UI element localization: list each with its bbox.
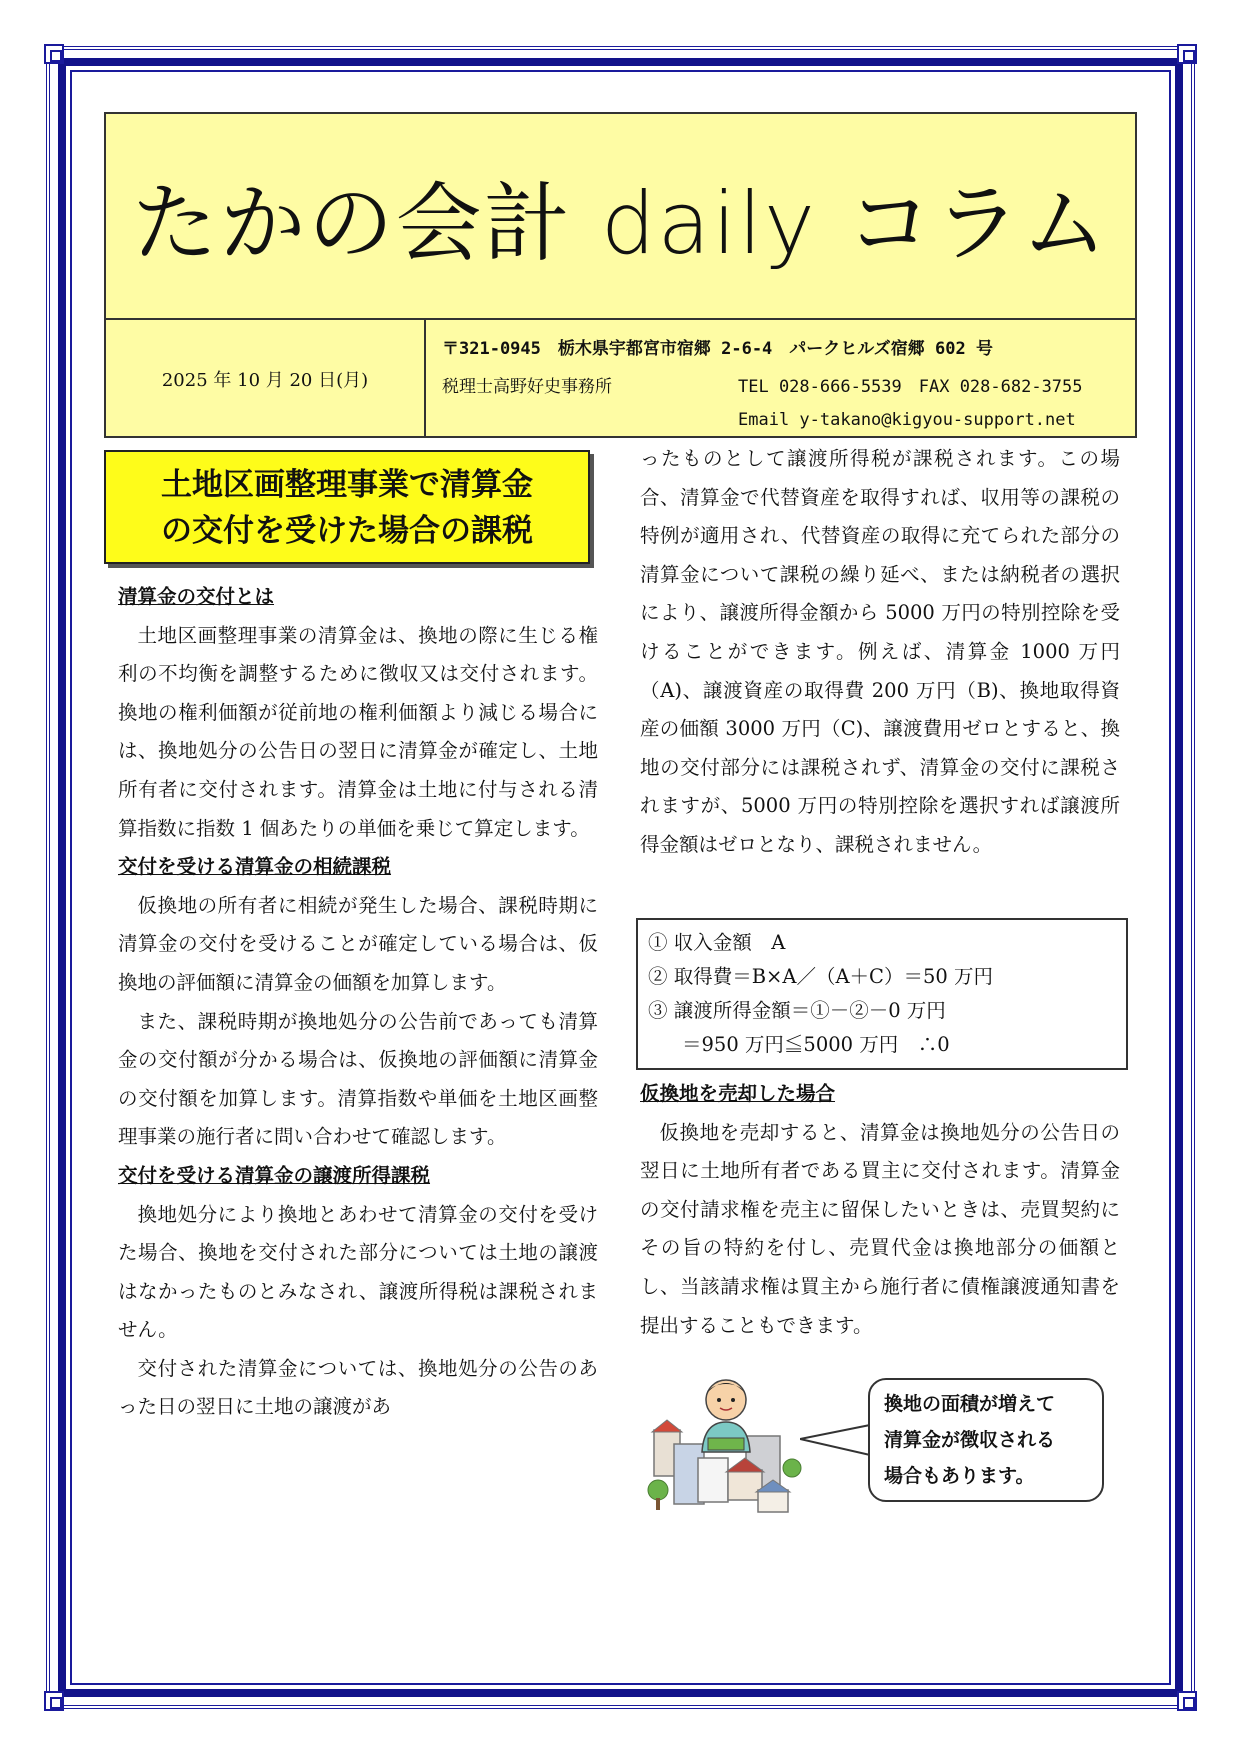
section-heading: 仮換地を売却した場合 <box>640 1082 836 1105</box>
calc-line: ③ 譲渡所得金額＝①－②－0 万円 <box>648 999 946 1022</box>
speech-bubble-tail <box>800 1415 872 1465</box>
right-column-lower <box>640 1075 1120 1345</box>
headline-line: の交付を受けた場合の課税 <box>161 513 533 549</box>
corner-ornament <box>44 44 64 64</box>
calc-line: ① 収入金額 A <box>648 931 786 954</box>
section-heading: 清算金の交付とは <box>118 585 275 608</box>
office-address: 〒321-0945 栃木県宇都宮市宿郷 2-6-4 パークヒルズ宿郷 602 号 <box>442 339 993 359</box>
office-info <box>426 320 1137 438</box>
paragraph: 土地区画整理事業の清算金は、換地の際に生じる権利の不均衡を調整するために徴収又は交付されます。換地の権利価額が従前地の権利価額より減じる場合には、換地処分の公告日の翌日に清算金が確定し、土地所有者に交付されます。清算金は土地に付与される清算指数に指数 1 個あたりの単価を乗じて算定します。 <box>118 623 598 840</box>
section-heading: 交付を受ける清算金の譲渡所得課税 <box>118 1163 431 1187</box>
paragraph: 仮換地の所有者に相続が発生した場合、課税時期に清算金の交付を受けることが確定している場合は、仮換地の評価額に清算金の価額を加算します。 <box>118 893 598 994</box>
office-name: 税理士高野好史事務所 <box>442 377 612 397</box>
corner-ornament <box>1177 1691 1197 1711</box>
left-column <box>118 578 598 1427</box>
corner-ornament <box>44 1691 64 1711</box>
issue-date: 2025 年 10 月 20 日(月) <box>106 320 426 438</box>
paragraph: 換地処分により換地とあわせて清算金の交付を受けた場合、換地を交付された部分については土地の譲渡はなかったものとみなされ、譲渡所得税は課税されません。 <box>118 1202 598 1342</box>
paragraph: 仮換地を売却すると、清算金は換地処分の公告日の翌日に土地所有者である買主に交付されます。清算金の交付請求権を売主に留保したいときは、売買契約にその旨の特約を付し、売買代金は換地部分の価額とし、当該請求権は買主から施行者に債権譲渡通知書を提出することもできます。 <box>640 1120 1120 1337</box>
bubble-line: 清算金が徴収される <box>884 1429 1056 1451</box>
calc-line: ＝950 万円≦5000 万円 ∴0 <box>682 1033 950 1056</box>
speech-bubble <box>868 1378 1104 1502</box>
calculation-box <box>636 918 1128 1070</box>
section-heading: 交付を受ける清算金の相続課税 <box>118 855 392 879</box>
corner-ornament <box>1177 44 1197 64</box>
page-title: たかの会計 daily コラム <box>106 114 1135 320</box>
man-with-buildings-illustration <box>646 1372 816 1522</box>
office-email: Email y-takano@kigyou-support.net <box>738 410 1076 430</box>
bubble-line: 換地の面積が増えて <box>884 1393 1056 1415</box>
paragraph: 交付された清算金については、換地処分の公告のあった日の翌日に土地の譲渡があ <box>118 1356 598 1419</box>
right-column <box>640 440 1120 865</box>
office-phone: TEL 028-666-5539 FAX 028-682-3755 <box>738 377 1083 397</box>
headline-line: 土地区画整理事業で清算金 <box>161 467 533 503</box>
article-headline <box>104 450 590 564</box>
calc-line: ② 取得費＝B×A／（A＋C）＝50 万円 <box>648 965 993 988</box>
paragraph: また、課税時期が換地処分の公告前であっても清算金の交付額が分かる場合は、仮換地の評価額に清算金の交付額を加算します。清算指数や単価を土地区画整理事業の施行者に問い合わせて確認します。 <box>118 1009 598 1149</box>
masthead <box>104 112 1137 438</box>
paragraph: ったものとして譲渡所得税が課税されます。この場合、清算金で代替資産を取得すれば、収用等の課税の特例が適用され、代替資産の取得に充てられた部分の清算金について課税の繰り延べ、または納税者の選択により、譲渡所得金額から 5000 万円の特別控除を受けることができます。例えば、清算金 1000 万円（A)、譲渡資産の取得費 200 万円（B)、換地取得資産の価額 3000 万円（C)、譲渡費用ゼロとすると、換地の交付部分には課税されず、清算金の交付に課税されますが、5000 万円の特別控除を選択すれば譲渡所得金額はゼロとなり、課税されません。 <box>640 447 1120 856</box>
bubble-line: 場合もあります。 <box>884 1465 1035 1487</box>
